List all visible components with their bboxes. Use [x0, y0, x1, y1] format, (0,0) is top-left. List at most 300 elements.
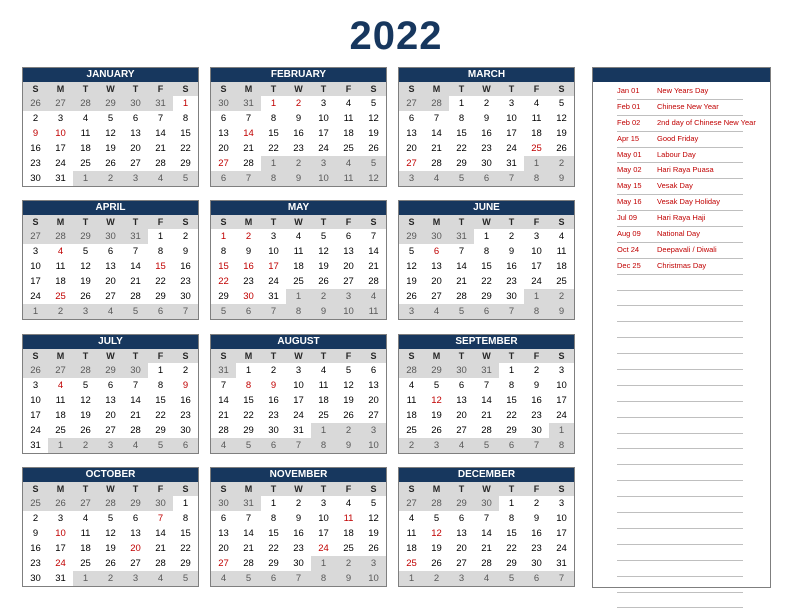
day-cell: 21 — [130, 276, 141, 287]
adjacent-month-day: 28 — [73, 363, 98, 378]
adjacent-month-day: 1 — [524, 289, 549, 304]
holiday-day: 14 — [243, 128, 254, 139]
day-cell: 31 — [268, 291, 279, 302]
weekday-label: T — [311, 349, 336, 363]
month-header — [211, 68, 386, 82]
holiday-date: Dec 25 — [617, 260, 641, 270]
month-january — [22, 67, 199, 187]
adjacent-month-day: 5 — [173, 171, 198, 186]
day-cell: 26 — [431, 425, 442, 436]
empty-note-line — [617, 434, 743, 450]
day-cell: 24 — [30, 291, 41, 302]
day-cell: 16 — [531, 395, 542, 406]
day-cell: 1 — [157, 365, 164, 376]
day-cell: 13 — [130, 128, 141, 139]
month-header — [399, 201, 574, 215]
day-cell: 16 — [293, 128, 304, 139]
holiday-list — [617, 84, 756, 608]
day-cell: 29 — [155, 425, 166, 436]
weekday-label: S — [399, 349, 424, 363]
day-cell: 10 — [268, 246, 279, 257]
day-cell: 14 — [481, 528, 492, 539]
day-cell: 25 — [80, 558, 91, 569]
day-grid — [23, 349, 198, 453]
month-name: JUNE — [473, 202, 500, 213]
holiday-day: 20 — [130, 543, 141, 554]
holiday-day: 15 — [155, 261, 166, 272]
day-cell: 24 — [268, 276, 279, 287]
day-grid — [399, 82, 574, 186]
adjacent-month-day: 6 — [236, 304, 261, 319]
day-cell: 20 — [343, 261, 354, 272]
day-cell: 6 — [370, 365, 377, 376]
day-cell: 8 — [508, 513, 515, 524]
adjacent-month-day: 28 — [424, 496, 449, 511]
day-cell: 8 — [483, 246, 490, 257]
day-cell: 3 — [270, 231, 277, 242]
day-cell: 19 — [80, 276, 91, 287]
holiday-day: 24 — [318, 543, 329, 554]
day-cell: 28 — [155, 558, 166, 569]
adjacent-month-day: 1 — [261, 156, 286, 171]
weekday-label: S — [211, 482, 236, 496]
day-cell: 15 — [243, 395, 254, 406]
day-cell: 30 — [293, 558, 304, 569]
adjacent-month-day: 30 — [211, 96, 236, 111]
day-cell: 25 — [293, 276, 304, 287]
day-cell: 8 — [220, 246, 227, 257]
holiday-name: National Day — [657, 229, 700, 239]
holiday-row — [617, 211, 743, 227]
day-cell: 3 — [32, 380, 39, 391]
adjacent-month-day: 29 — [98, 96, 123, 111]
adjacent-month-day: 29 — [449, 496, 474, 511]
day-cell: 4 — [408, 380, 415, 391]
day-cell: 8 — [182, 113, 189, 124]
adjacent-month-day: 5 — [236, 571, 261, 586]
adjacent-month-day: 3 — [399, 304, 424, 319]
month-july — [22, 334, 199, 454]
day-cell: 20 — [105, 410, 116, 421]
day-cell: 4 — [345, 98, 352, 109]
day-cell: 28 — [218, 425, 229, 436]
adjacent-month-day: 2 — [73, 438, 98, 453]
day-cell: 2 — [182, 365, 189, 376]
day-cell: 2 — [533, 365, 540, 376]
day-cell: 19 — [556, 128, 567, 139]
holiday-name: Vesak Day Holiday — [657, 197, 720, 207]
day-cell: 20 — [431, 276, 442, 287]
day-cell: 19 — [105, 543, 116, 554]
holiday-row — [617, 227, 743, 243]
day-cell: 22 — [506, 410, 517, 421]
day-cell: 29 — [456, 158, 467, 169]
adjacent-month-day: 9 — [336, 438, 361, 453]
day-cell: 17 — [531, 261, 542, 272]
adjacent-month-day: 6 — [474, 171, 499, 186]
day-cell: 30 — [531, 425, 542, 436]
day-cell: 30 — [531, 558, 542, 569]
day-cell: 8 — [157, 380, 164, 391]
day-cell: 1 — [245, 365, 252, 376]
day-cell: 3 — [320, 98, 327, 109]
adjacent-month-day: 1 — [311, 556, 336, 571]
day-cell: 28 — [155, 158, 166, 169]
day-cell: 15 — [506, 528, 517, 539]
month-name: OCTOBER — [85, 469, 136, 480]
day-cell: 23 — [531, 410, 542, 421]
day-cell: 12 — [343, 380, 354, 391]
day-cell: 18 — [318, 395, 329, 406]
adjacent-month-day: 1 — [73, 571, 98, 586]
holiday-day: 22 — [218, 276, 229, 287]
month-header — [211, 201, 386, 215]
day-cell: 17 — [55, 543, 66, 554]
day-cell: 10 — [30, 261, 41, 272]
holiday-day: 25 — [55, 291, 66, 302]
day-cell: 28 — [130, 291, 141, 302]
weekday-label: W — [98, 349, 123, 363]
adjacent-month-day: 4 — [449, 438, 474, 453]
weekday-label: T — [123, 82, 148, 96]
day-cell: 28 — [243, 158, 254, 169]
weekday-label: S — [399, 482, 424, 496]
month-name: MARCH — [467, 69, 506, 80]
adjacent-month-day: 28 — [73, 96, 98, 111]
day-cell: 30 — [180, 291, 191, 302]
adjacent-month-day: 5 — [449, 304, 474, 319]
adjacent-month-day: 4 — [474, 571, 499, 586]
day-cell: 17 — [30, 410, 41, 421]
day-cell: 22 — [155, 276, 166, 287]
holiday-day: 1 — [270, 98, 277, 109]
month-name: APRIL — [95, 202, 126, 213]
day-cell: 7 — [132, 246, 139, 257]
day-cell: 8 — [270, 513, 277, 524]
day-cell: 17 — [293, 395, 304, 406]
day-cell: 9 — [182, 246, 189, 257]
holiday-row — [617, 243, 743, 259]
day-cell: 27 — [456, 425, 467, 436]
holiday-date: Jan 01 — [617, 86, 640, 95]
day-cell: 13 — [130, 528, 141, 539]
day-cell: 5 — [320, 231, 327, 242]
day-cell: 16 — [268, 395, 279, 406]
weekday-label: W — [98, 82, 123, 96]
adjacent-month-day: 5 — [236, 438, 261, 453]
day-cell: 5 — [370, 498, 377, 509]
weekday-label: T — [311, 82, 336, 96]
adjacent-month-day: 7 — [286, 438, 311, 453]
weekday-label: S — [361, 482, 386, 496]
day-cell: 2 — [182, 231, 189, 242]
day-cell: 6 — [458, 513, 465, 524]
weekday-label: T — [499, 482, 524, 496]
day-cell: 24 — [506, 143, 517, 154]
adjacent-month-day: 31 — [236, 496, 261, 511]
weekday-label: S — [549, 82, 574, 96]
adjacent-month-day: 2 — [336, 556, 361, 571]
day-cell: 21 — [368, 261, 379, 272]
adjacent-month-day: 1 — [23, 304, 48, 319]
day-cell: 16 — [293, 528, 304, 539]
adjacent-month-day: 4 — [211, 571, 236, 586]
day-cell: 18 — [55, 276, 66, 287]
adjacent-month-day: 3 — [98, 438, 123, 453]
day-grid — [211, 482, 386, 586]
day-cell: 19 — [105, 143, 116, 154]
weekday-label: T — [449, 482, 474, 496]
day-cell: 18 — [556, 261, 567, 272]
month-may — [210, 200, 387, 320]
day-cell: 27 — [130, 558, 141, 569]
day-cell: 6 — [132, 113, 139, 124]
day-cell: 8 — [182, 513, 189, 524]
day-cell: 3 — [558, 498, 565, 509]
day-cell: 18 — [531, 128, 542, 139]
empty-note-line — [617, 354, 743, 370]
day-cell: 6 — [458, 380, 465, 391]
day-cell: 18 — [343, 528, 354, 539]
day-cell: 16 — [180, 395, 191, 406]
adjacent-month-day: 7 — [524, 438, 549, 453]
day-cell: 13 — [343, 246, 354, 257]
adjacent-month-day: 3 — [361, 556, 386, 571]
day-cell: 4 — [82, 113, 89, 124]
empty-note-line — [617, 418, 743, 434]
day-cell: 11 — [406, 395, 417, 406]
month-november — [210, 467, 387, 587]
adjacent-month-day: 31 — [211, 363, 236, 378]
weekday-label: S — [211, 215, 236, 229]
day-cell: 21 — [481, 410, 492, 421]
holiday-day: 10 — [55, 128, 66, 139]
day-cell: 27 — [105, 425, 116, 436]
adjacent-month-day: 7 — [499, 171, 524, 186]
day-cell: 12 — [368, 113, 379, 124]
day-cell: 4 — [533, 98, 540, 109]
month-august — [210, 334, 387, 454]
day-cell: 19 — [368, 528, 379, 539]
day-cell: 29 — [506, 425, 517, 436]
day-cell: 25 — [80, 158, 91, 169]
day-cell: 27 — [368, 410, 379, 421]
adjacent-month-day: 11 — [361, 304, 386, 319]
day-cell: 20 — [218, 543, 229, 554]
adjacent-month-day: 3 — [399, 171, 424, 186]
day-cell: 5 — [82, 246, 89, 257]
day-cell: 29 — [180, 558, 191, 569]
day-cell: 7 — [433, 113, 440, 124]
adjacent-month-day: 28 — [98, 496, 123, 511]
empty-note-line — [617, 561, 743, 577]
day-cell: 29 — [180, 158, 191, 169]
day-cell: 31 — [506, 158, 517, 169]
adjacent-month-day: 30 — [211, 496, 236, 511]
day-cell: 1 — [458, 98, 465, 109]
weekday-label: S — [361, 82, 386, 96]
holiday-date: May 02 — [617, 165, 642, 175]
day-cell: 3 — [32, 246, 39, 257]
adjacent-month-day: 6 — [148, 304, 173, 319]
adjacent-month-day: 4 — [424, 171, 449, 186]
adjacent-month-day: 27 — [48, 96, 73, 111]
day-cell: 7 — [157, 113, 164, 124]
day-cell: 12 — [80, 261, 91, 272]
adjacent-month-day: 2 — [549, 156, 574, 171]
day-cell: 16 — [30, 143, 41, 154]
holiday-date: Jul 09 — [617, 213, 638, 223]
adjacent-month-day: 6 — [524, 571, 549, 586]
day-cell: 10 — [556, 380, 567, 391]
day-cell: 21 — [431, 143, 442, 154]
holiday-row — [617, 163, 743, 179]
day-cell: 28 — [481, 558, 492, 569]
adjacent-month-day: 28 — [424, 96, 449, 111]
day-cell: 9 — [295, 113, 302, 124]
adjacent-month-day: 6 — [261, 571, 286, 586]
weekday-label: M — [236, 215, 261, 229]
day-cell: 28 — [243, 558, 254, 569]
holiday-row — [617, 84, 743, 100]
weekday-label: M — [48, 349, 73, 363]
day-cell: 19 — [343, 395, 354, 406]
adjacent-month-day: 9 — [286, 171, 311, 186]
weekday-label: S — [23, 215, 48, 229]
day-cell: 11 — [55, 261, 66, 272]
holiday-date: Feb 02 — [617, 117, 641, 127]
weekday-label: F — [336, 215, 361, 229]
day-cell: 15 — [268, 128, 279, 139]
day-cell: 6 — [107, 380, 114, 391]
day-cell: 6 — [345, 231, 352, 242]
day-cell: 2 — [32, 113, 39, 124]
day-cell: 28 — [431, 158, 442, 169]
empty-note-line — [617, 465, 743, 481]
adjacent-month-day: 5 — [499, 571, 524, 586]
day-cell: 7 — [483, 380, 490, 391]
day-cell: 3 — [320, 498, 327, 509]
day-cell: 4 — [82, 513, 89, 524]
weekday-label: S — [549, 349, 574, 363]
day-cell: 23 — [243, 276, 254, 287]
day-cell: 27 — [343, 276, 354, 287]
adjacent-month-day: 9 — [311, 304, 336, 319]
weekday-label: F — [336, 82, 361, 96]
holiday-name: New Years Day — [657, 86, 709, 95]
day-cell: 7 — [370, 231, 377, 242]
day-cell: 26 — [368, 143, 379, 154]
day-cell: 13 — [105, 395, 116, 406]
month-name: JULY — [98, 336, 123, 347]
day-grid — [399, 215, 574, 319]
day-cell: 2 — [508, 231, 515, 242]
adjacent-month-day: 29 — [73, 229, 98, 244]
day-cell: 9 — [245, 246, 252, 257]
day-cell: 15 — [481, 261, 492, 272]
day-cell: 4 — [345, 498, 352, 509]
adjacent-month-day: 1 — [48, 438, 73, 453]
day-cell: 26 — [431, 558, 442, 569]
adjacent-month-day: 1 — [524, 156, 549, 171]
weekday-label: W — [474, 215, 499, 229]
holiday-row — [617, 116, 756, 132]
day-cell: 15 — [506, 395, 517, 406]
weekday-label: S — [211, 349, 236, 363]
adjacent-month-day: 5 — [449, 171, 474, 186]
day-cell: 7 — [245, 113, 252, 124]
adjacent-month-day: 25 — [23, 496, 48, 511]
adjacent-month-day: 31 — [236, 96, 261, 111]
day-cell: 18 — [406, 543, 417, 554]
weekday-label: M — [424, 215, 449, 229]
day-cell: 26 — [105, 158, 116, 169]
day-cell: 14 — [130, 261, 141, 272]
day-cell: 27 — [431, 291, 442, 302]
weekday-label: S — [173, 482, 198, 496]
holiday-row — [617, 179, 743, 195]
holiday-day: 12 — [431, 528, 442, 539]
day-cell: 26 — [80, 425, 91, 436]
weekday-label: W — [286, 215, 311, 229]
empty-note-line — [617, 338, 743, 354]
adjacent-month-day: 8 — [286, 304, 311, 319]
day-cell: 12 — [368, 513, 379, 524]
day-cell: 4 — [408, 513, 415, 524]
day-cell: 4 — [558, 231, 565, 242]
adjacent-month-day: 2 — [98, 571, 123, 586]
day-cell: 13 — [368, 380, 379, 391]
day-cell: 12 — [318, 246, 329, 257]
weekday-label: F — [148, 82, 173, 96]
adjacent-month-day: 3 — [449, 571, 474, 586]
day-cell: 31 — [293, 425, 304, 436]
day-cell: 28 — [481, 425, 492, 436]
day-cell: 29 — [155, 291, 166, 302]
day-cell: 31 — [55, 573, 66, 584]
adjacent-month-day: 5 — [173, 571, 198, 586]
day-cell: 15 — [180, 528, 191, 539]
day-cell: 8 — [157, 246, 164, 257]
adjacent-month-day: 1 — [399, 571, 424, 586]
adjacent-month-day: 3 — [73, 304, 98, 319]
weekday-label: S — [23, 82, 48, 96]
adjacent-month-day: 3 — [311, 156, 336, 171]
holiday-date: May 15 — [617, 181, 642, 191]
day-cell: 18 — [80, 543, 91, 554]
holiday-day: 25 — [531, 143, 542, 154]
holiday-row — [617, 259, 743, 275]
day-cell: 23 — [30, 558, 41, 569]
empty-note-line — [617, 529, 743, 545]
weekday-label: T — [499, 215, 524, 229]
day-cell: 11 — [80, 528, 91, 539]
day-cell: 27 — [130, 158, 141, 169]
day-cell: 18 — [293, 261, 304, 272]
day-cell: 10 — [318, 513, 329, 524]
weekday-label: W — [98, 482, 123, 496]
weekday-label: T — [261, 349, 286, 363]
holiday-date: Oct 24 — [617, 244, 640, 254]
adjacent-month-day: 2 — [286, 156, 311, 171]
weekday-label: W — [474, 82, 499, 96]
month-name: FEBRUARY — [270, 69, 327, 80]
day-cell: 30 — [30, 173, 41, 184]
day-cell: 16 — [506, 261, 517, 272]
month-june — [398, 200, 575, 320]
adjacent-month-day: 26 — [23, 363, 48, 378]
weekday-label: T — [449, 215, 474, 229]
